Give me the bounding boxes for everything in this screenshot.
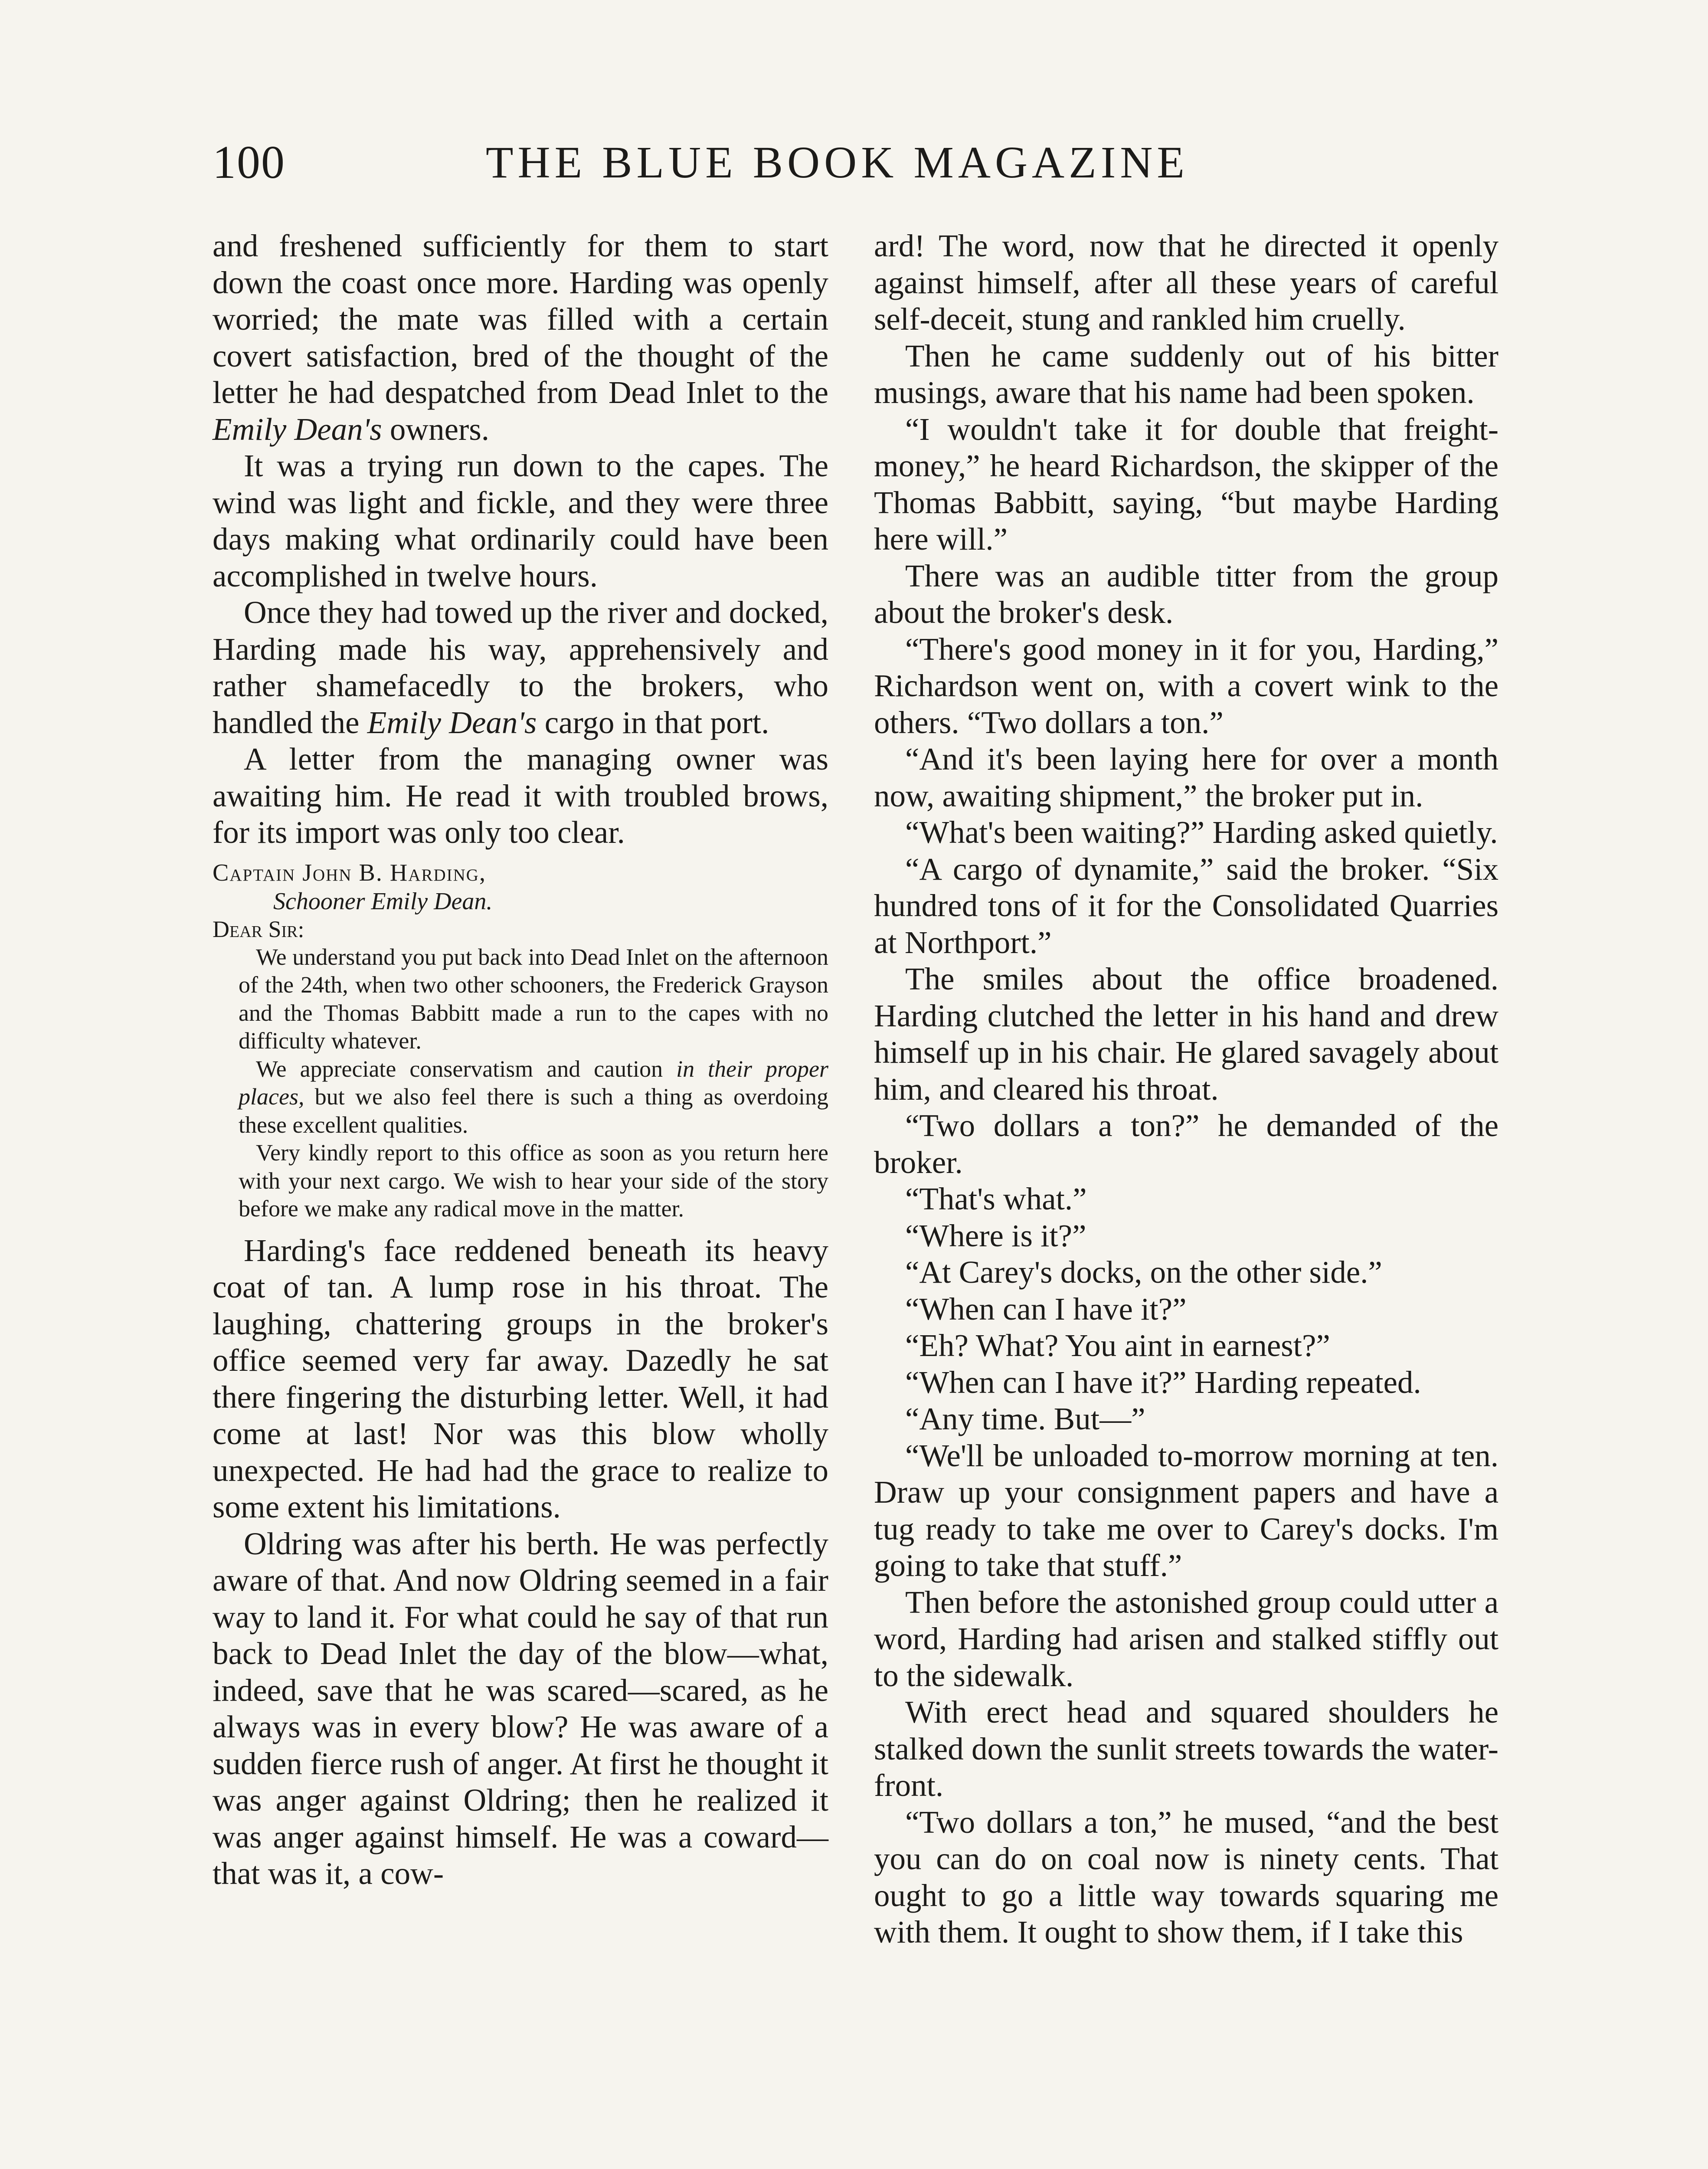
paragraph: Oldring was after his berth. He was perfectly aware of that. And now Oldring seemed in a fair way to land it. For what could he say of that run back to Dead Inlet the day of the blow—what, indeed, save that he was scared—scared, as he always was in every blow? He was aware of a sudden fierce rush of anger. At first he thought it was anger against Oldring; then he realized it was anger against himself. He was a coward—that was it, a cow- — [213, 1526, 828, 1891]
letter-salutation: Dear Sir: — [213, 916, 304, 942]
page-header — [213, 130, 1236, 200]
quoted-letter — [213, 858, 828, 1223]
letter-vessel: Schooner Emily Dean. — [273, 888, 493, 915]
paragraph: With erect head and squared shoulders he stalked down the sunlit streets towards the water-front. — [874, 1694, 1499, 1803]
paragraph: ard! The word, now that he directed it openly against himself, after all these years of careful self-deceit, stung and rankled him cruelly. — [874, 228, 1499, 337]
paragraph: “That's what.” — [905, 1181, 1087, 1216]
right-column — [874, 228, 1499, 1951]
paragraph: “When can I have it?” Harding repeated. — [905, 1364, 1421, 1400]
magazine-title: THE BLUE BOOK MAGAZINE — [486, 138, 1189, 187]
paragraph: “And it's been laying here for over a month now, awaiting shipment,” the broker put in. — [874, 741, 1499, 813]
page-number: 100 — [213, 137, 285, 188]
paragraph: “I wouldn't take it for double that freight-money,” he heard Richardson, the skipper of the Thomas Babbitt, saying, “but maybe Harding here will.” — [874, 411, 1499, 557]
paragraph: “Where is it?” — [905, 1218, 1086, 1253]
paragraph: “Eh? What? You aint in earnest?” — [905, 1328, 1330, 1363]
letter-addressee: Captain John B. Harding, — [213, 859, 486, 886]
paragraph: The smiles about the office broadened. Harding clutched the letter in his hand and drew himself up in his chair. He glared savagely about him, and cleared his throat. — [874, 961, 1499, 1107]
paragraph: and freshened sufficiently for them to start down the coast once more. Harding was openly worried; the mate was filled with a certain covert satisfaction, bred of the thought of the letter he had despatched from Dead Inlet to the Emily Dean's owners. — [213, 228, 828, 447]
paragraph: “We'll be unloaded to-morrow morning at ten. Draw up your consignment papers and have a tug ready to take me over to Carey's docks. I'm going to take that stuff.” — [874, 1438, 1499, 1583]
paragraph: It was a trying run down to the capes. The wind was light and fickle, and they were three days making what ordinarily could have been accomplished in twelve hours. — [213, 448, 828, 593]
left-column — [213, 228, 828, 1892]
paragraph: There was an audible titter from the group about the broker's desk. — [874, 558, 1499, 630]
paragraph: “What's been waiting?” Harding asked quietly. — [905, 815, 1498, 850]
paragraph: “Two dollars a ton?” he demanded of the broker. — [874, 1108, 1499, 1180]
paragraph: Then he came suddenly out of his bitter musings, aware that his name had been spoken. — [874, 338, 1499, 410]
paragraph: “A cargo of dynamite,” said the broker. “Six hundred tons of it for the Consolidated Quarries at Northport.” — [874, 851, 1499, 960]
paragraph: A letter from the managing owner was awaiting him. He read it with troubled brows, for its import was only too clear. — [213, 741, 828, 850]
letter-paragraph: Very kindly report to this office as soon as you return here with your next cargo. We wish to hear your side of the story before we make any radical move in the matter. — [239, 1140, 828, 1222]
paragraph: Then before the astonished group could utter a word, Harding had arisen and stalked stiffly out to the sidewalk. — [874, 1584, 1499, 1693]
letter-paragraph: We understand you put back into Dead Inlet on the afternoon of the 24th, when two other schooners, the Frederick Grayson and the Thomas Babbitt made a run to the capes with no difficulty whatever. — [239, 944, 828, 1054]
paragraph: “At Carey's docks, on the other side.” — [905, 1255, 1382, 1290]
paragraph: Once they had towed up the river and docked, Harding made his way, apprehensively and rather shamefacedly to the brokers, who handled the Emily Dean's cargo in that port. — [213, 595, 828, 740]
paragraph: “Any time. But—” — [905, 1401, 1145, 1436]
paragraph: “There's good money in it for you, Harding,” Richardson went on, with a covert wink to the others. “Two dollars a ton.” — [874, 631, 1499, 740]
paragraph: “When can I have it?” — [905, 1291, 1187, 1327]
letter-paragraph: We appreciate conservatism and caution in their proper places, but we also feel there is such a thing as overdoing these excellent qualities. — [239, 1055, 829, 1138]
paragraph: Harding's face reddened beneath its heavy coat of tan. A lump rose in his throat. The laughing, chattering groups in the broker's office seemed very far away. Dazedly he sat there fingering the disturbing letter. Well, it had come at last! Nor was this blow wholly unexpected. He had had the grace to realize to some extent his limitations. — [213, 1232, 828, 1524]
paragraph: “Two dollars a ton,” he mused, “and the best you can do on coal now is ninety cents. That ought to go a little way towards squaring me with them. It ought to show them, if I take this — [874, 1804, 1499, 1949]
